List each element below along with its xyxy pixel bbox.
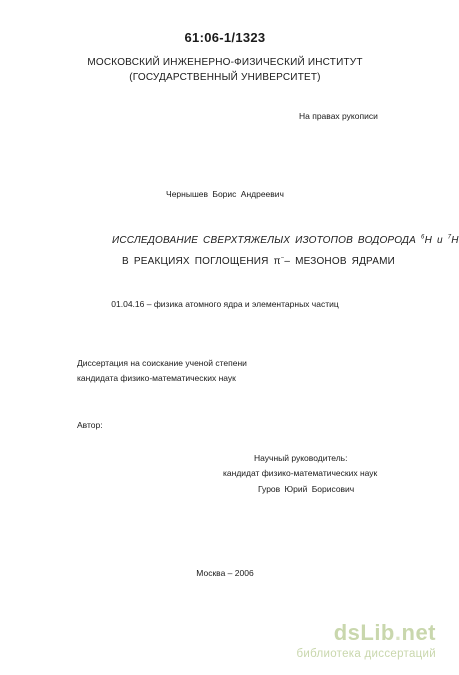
dissertation-title-line-2 bbox=[122, 256, 395, 267]
watermark bbox=[296, 621, 436, 660]
title-text-3: – МЕЗОНОВ ЯДРАМИ bbox=[284, 256, 396, 267]
isotope-mass-7: 7 bbox=[447, 234, 452, 241]
author-name: Чернышев Борис Андреевич bbox=[166, 189, 284, 199]
title-text-2: В РЕАКЦИЯХ ПОГЛОЩЕНИЯ bbox=[122, 256, 274, 267]
supervisor-degree: кандидат физико-математических наук bbox=[223, 468, 378, 478]
title-text: ИССЛЕДОВАНИЕ СВЕРХТЯЖЕЛЫХ ИЗОТОПОВ ВОДОРОДА bbox=[112, 235, 422, 246]
degree-line-1: Диссертация на соискание ученой степени bbox=[77, 358, 247, 368]
isotope-mass-6: 6 bbox=[421, 234, 425, 241]
rights-note: На правах рукописи bbox=[299, 111, 378, 121]
institute-subtitle: (ГОСУДАРСТВЕННЫЙ УНИВЕРСИТЕТ) bbox=[129, 72, 321, 83]
title-hydrogen-1: Н и bbox=[424, 235, 448, 246]
supervisor-name: Гуров Юрий Борисович bbox=[258, 484, 355, 494]
specialty-code: 01.04.16 – физика атомного ядра и элементарных частиц bbox=[111, 299, 339, 309]
institute-name: МОСКОВСКИЙ ИНЖЕНЕРНО-ФИЗИЧЕСКИЙ ИНСТИТУТ bbox=[87, 57, 363, 68]
author-label: Автор: bbox=[77, 420, 103, 430]
watermark-subtitle: библиотека диссертаций bbox=[296, 648, 436, 660]
supervisor-label: Научный руководитель: bbox=[254, 453, 348, 463]
pi-symbol: π bbox=[273, 256, 281, 267]
watermark-logo: dsLib.net bbox=[333, 620, 436, 645]
city-year: Москва – 2006 bbox=[196, 568, 254, 578]
title-hydrogen-2: Н bbox=[451, 235, 459, 246]
document-code: 61:06-1/1323 bbox=[184, 30, 266, 45]
degree-line-2: кандидата физико-математических наук bbox=[77, 373, 236, 383]
pi-charge: − bbox=[280, 255, 285, 262]
dissertation-title-line-1 bbox=[112, 235, 459, 246]
